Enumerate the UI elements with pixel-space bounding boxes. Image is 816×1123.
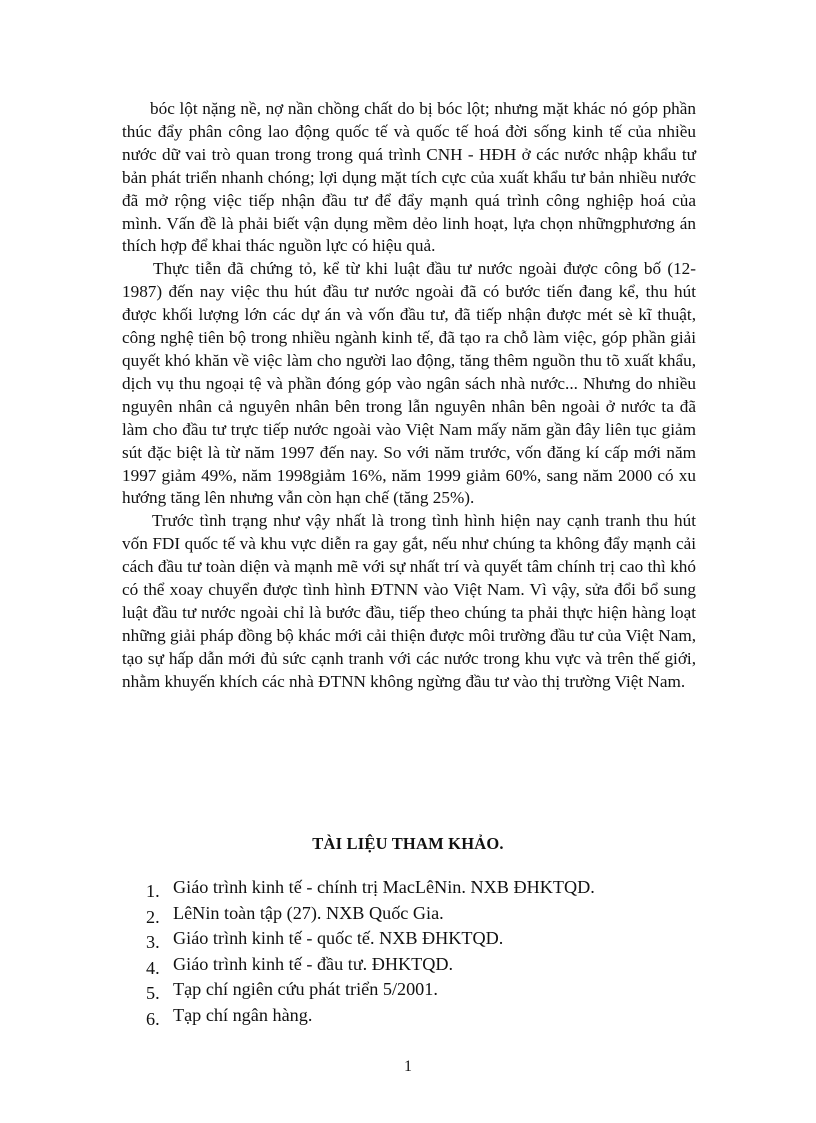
reference-number: 6. [146,1008,160,1029]
reference-item [146,877,595,903]
page-number: 1 [404,1058,412,1075]
reference-item [146,903,595,929]
paragraph: bóc lột nặng nề, nợ nần chồng chất do bị bóc lột; nhưng mặt khác nó góp phần thúc đẩy phân công lao động quốc tế và quốc tế hoá đời sống kinh tế của nhiều nước dữ vai trò quan trong trong quá trình CNH - HĐH ở các nước nhập khẩu tư bản phát triển nhanh chóng; lợi dụng mặt tích cực của xuất khẩu tư bản nhiều nước đã mở rộng việc tiếp nhận đầu tư để đẩy mạnh quá trình công nghiệp hoá của mình. Vấn đề là phải biết vận dụng mềm dẻo linh hoạt, lựa chọn nhữngphương án thích hợp để khai thác nguồn lực có hiệu quả. [122,99,696,256]
reference-item [146,928,595,954]
reference-number: 1. [146,881,160,901]
reference-list [146,877,595,1031]
reference-text: Giáo trình kinh tế - chính trị MacLêNin. NXB ĐHKTQD. [173,877,595,897]
reference-number: 3. [146,932,160,953]
reference-text: Tạp chí ngiên cứu phát triển 5/2001. [173,979,438,1000]
reference-number: 2. [146,906,160,927]
paragraph: Thực tiễn đã chứng tỏ, kể từ khi luật đầu tư nước ngoài được công bố (12-1987) đến nay việc thu hút đầu tư nước ngoài đã có bước tiến đang kể, thu hút được khối lượng lớn các dự án và vốn đầu tư, đã tiếp nhận được mét sè kĩ thuật, công nghệ tiên bộ trong nhiều ngành kinh tế, đã tạo ra chỗ làm việc, góp phần giải quyết khó khăn về việc làm cho người lao động, tăng thêm nguồn thu tõ xuất khẩu, dịch vụ thu ngoại tệ và phần đóng góp vào ngân sách nhà nước... Nhưng do nhiều nguyên nhân cả nguyên nhân bên trong lẫn nguyên nhân bên ngoài ở nước ta đã làm cho đầu tư trực tiếp nước ngoài vào Việt Nam mấy năm gần đây liên tục giảm sút đặc biệt là từ năm 1997 đến nay. So với năm trước, vốn đăng kí cấp mới năm 1997 giảm 49%, năm 1998giảm 16%, năm 1999 giảm 60%, sang năm 2000 có xu hướng tăng lên nhưng vẫn còn hạn chế (tăng 25%). [122,259,696,508]
reference-number: 4. [146,957,160,978]
reference-text: Giáo trình kinh tế - quốc tế. NXB ĐHKTQD. [173,928,504,949]
reference-item [146,979,595,1005]
references-heading: TÀI LIỆU THAM KHẢO. [312,834,504,853]
reference-item [146,1005,595,1031]
reference-text: LêNin toàn tập (27). NXB Quốc Gia. [173,902,444,923]
paragraph: Trước tình trạng như vậy nhất là trong tình hình hiện nay cạnh tranh thu hút vốn FDI quốc tế và khu vực diễn ra gay gắt, nếu như chúng ta không đẩy mạnh cải cách đầu tư toàn diện và mạnh mẽ với sự nhất trí và quyết tâm chính trị cao thì khó có thể xoay chuyển được tình hình ĐTNN vào Việt Nam. Vì vậy, sửa đổi bổ sung luật đầu tư nước ngoài chỉ là bước đầu, tiếp theo chúng ta phải thực hiện hàng loạt những giải pháp đồng bộ khác mới cải thiện được môi trường đầu tư của Việt Nam, tạo sự hấp dẫn mới đủ sức cạnh tranh với các nước trong khu vực và trên thế giới, nhằm khuyến khích các nhà ĐTNN không ngừng đầu tư vào thị trường Việt Nam. [122,511,696,691]
reference-text: Tạp chí ngân hàng. [173,1004,313,1025]
reference-text: Giáo trình kinh tế - đầu tư. ĐHKTQD. [173,953,454,974]
reference-number: 5. [146,983,160,1004]
reference-item [146,954,595,980]
body-text [122,98,696,694]
